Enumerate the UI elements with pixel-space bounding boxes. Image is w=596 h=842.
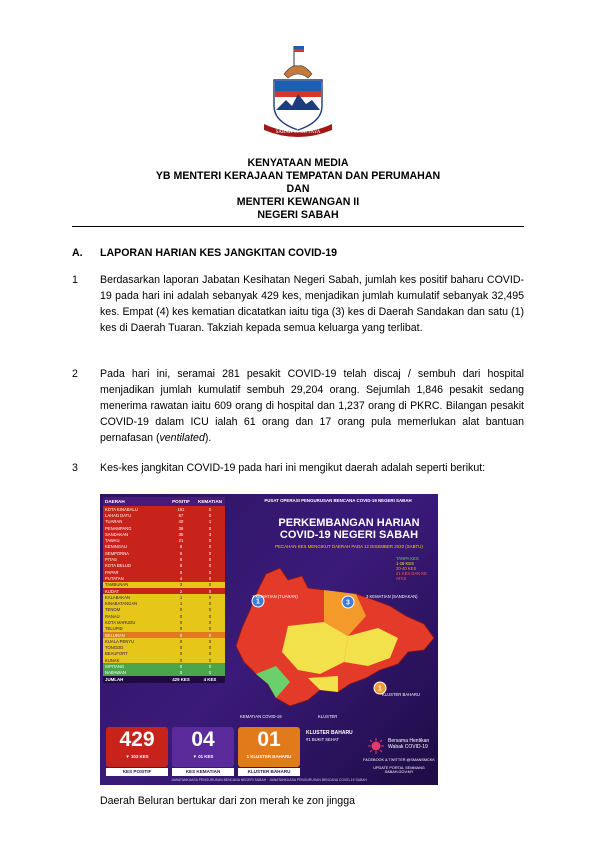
- paragraph-3: [72, 460, 524, 476]
- section-letter: A.: [72, 247, 83, 259]
- infographic-subtitle: PECAHAN KES MENGIKUT DAERAH PADA 12 DISEMBER 2020 (SABTU): [275, 544, 423, 549]
- header-line-4: MENTERI KEWANGAN II: [236, 196, 360, 208]
- cluster-heading: KLUSTER BAHARU: [306, 730, 353, 736]
- infographic-top-bar: PUSAT OPERASI PENGURUSAN BENCANA COVID-19 NEGERI SABAH: [264, 498, 412, 503]
- stat-positive-label: KES POSITIF: [106, 768, 168, 776]
- table-row: PUTATAN 4 0: [103, 575, 225, 581]
- paragraph-number: 1: [72, 274, 78, 286]
- table-row: TENOM 0 0: [103, 607, 225, 613]
- table-row: PITAS 6 0: [103, 556, 225, 562]
- map-label-cluster: KLUSTER BAHARU: [382, 692, 420, 697]
- infographic-caption: Daerah Beluran bertukar dari zon merah ke zon jingga: [100, 795, 355, 807]
- table-row: TONGOD 0 0: [103, 645, 225, 651]
- header-line-2: YB MENTERI KERAJAAN TEMPATAN DAN PERUMAHAN: [155, 170, 441, 182]
- table-row: KUALA PENYU 0 0: [103, 638, 225, 644]
- portal-note: UPDATE PORTAL SEMMANG SABAH.GOV.MY: [373, 766, 425, 774]
- paragraph-number: 2: [72, 368, 78, 380]
- crest-motto: SABAH MAJU JAYA: [275, 130, 321, 135]
- table-row: KUNAK 0 0: [103, 657, 225, 663]
- table-row: KOTA KINABALU 161 0: [103, 506, 225, 512]
- table-row: TAMBUNAN 3 0: [103, 582, 225, 588]
- table-total-row: JUMLAH 429 KES 4 KES: [103, 676, 225, 683]
- table-row: SIPITANG 0 0: [103, 663, 225, 669]
- district-table: [103, 497, 225, 683]
- section-heading: [72, 247, 337, 259]
- table-row: KUDAT 2 0: [103, 588, 225, 594]
- infographic-title: PERKEMBANGAN HARIAN COVID-19 NEGERI SABAH: [278, 517, 420, 541]
- stat-deaths-label: KES KEMATIAN: [172, 768, 234, 776]
- paragraph-1: [72, 272, 524, 336]
- paragraph-text: Kes-kes jangkitan COVID-19 pada hari ini mengikut daerah adalah seperti berikut:: [100, 462, 486, 474]
- table-row: NABAWAN 0 0: [103, 670, 225, 676]
- header-line-3: DAN: [286, 183, 310, 195]
- table-row: TAWAU 21 0: [103, 537, 225, 543]
- svg-text:1: 1: [378, 685, 382, 693]
- paragraph-2: [72, 366, 524, 446]
- table-row: KALABAKAN 1 0: [103, 594, 225, 600]
- cluster-name: #1 BUKIT SEHAT: [306, 737, 339, 742]
- stat-positive-cases: 429 ▼ 103 KES: [106, 727, 168, 767]
- paragraph-text: Berdasarkan laporan Jabatan Kesihatan Negeri Sabah, jumlah kes positif baharu COVID-19 pada hari ini adalah sebanyak 429 kes, menjadikan jumlah kumulatif sebanyak 32,495 kes. Empat (4) kes kematian dicatatkan iaitu tiga (3) kes di Daerah Sandakan dan satu (1) kes di Daerah Tuaran. Takziah kepada semua keluarga yang terlibat.: [100, 274, 524, 334]
- table-row: KOTA BELUD 6 0: [103, 563, 225, 569]
- infographic-footer: JAWATANKUASA PENGURUSAN BENCANA NEGERI SABAH · JAWATANKUASA PENGURUSAN BENCANA COVID-19 SABAH: [171, 778, 367, 782]
- map-label-tuaran: 1 KEMATIAN (TUARAN): [252, 594, 298, 599]
- stat-cluster-label: KLUSTER BAHARU: [238, 768, 300, 776]
- map-legend: TANPA KES 1-19 KES 20-40 KES 41 KES DAN KE ATAS: [396, 556, 427, 581]
- table-row: TUARAN 40 1: [103, 519, 225, 525]
- table-header: DAERAH POSITIF KEMATIAN: [103, 497, 225, 506]
- svg-text:1: 1: [256, 598, 260, 606]
- stat-deaths: 04 ▼ 01 KES: [172, 727, 234, 767]
- map-note-deaths: KEMATIAN COVID-19: [240, 714, 282, 719]
- table-row: SANDAKAN 35 3: [103, 531, 225, 537]
- table-row: SEMPORNA 6 0: [103, 550, 225, 556]
- paragraph-number: 3: [72, 462, 78, 474]
- header-line-1: KENYATAAN MEDIA: [247, 157, 349, 169]
- covid-infographic: [100, 494, 438, 785]
- table-row: BEAUFORT 0 0: [103, 651, 225, 657]
- table-row: PAPAR 5 0: [103, 569, 225, 575]
- section-title: LAPORAN HARIAN KES JANGKITAN COVID-19: [100, 247, 338, 259]
- table-row: KENINGAU 6 0: [103, 544, 225, 550]
- social-handles: FACEBOOK & TWITTER @SMANSMCKK: [363, 758, 435, 762]
- paragraph-text: Pada hari ini, seramai 281 pesakit COVID-19 telah discaj / sembuh dari hospital menjadikan jumlah kumulatif sembuh 29,204 orang. Sejumlah 1,846 pesakit sedang menerima rawatan iaitu 609 orang di hospital dan 1,237 orang di PKRC. Bilangan pesakit COVID-19 dalam ICU ialah 61 orang dan 17 orang pula memerlukan alat bantuan pernafasan (ventilated).: [100, 368, 524, 444]
- table-row: KINABATANGAN 1 0: [103, 600, 225, 606]
- svg-text:3: 3: [346, 599, 350, 607]
- table-row: TELUPID 0 0: [103, 626, 225, 632]
- table-row: LAHAD DATU 67 0: [103, 512, 225, 518]
- brand-slogan: Bersama Hentikan Wabak COVID-19: [388, 738, 430, 750]
- header-divider: [72, 226, 524, 227]
- table-row: PENAMPANG 36 0: [103, 525, 225, 531]
- table-row: RANAU 0 0: [103, 613, 225, 619]
- stat-new-cluster: 01 1 KLUSTER BAHARU: [238, 727, 300, 767]
- table-row: BELURAN 0 0: [103, 632, 225, 638]
- table-row: KOTA MARUDU 0 0: [103, 619, 225, 625]
- header-line-5: NEGERI SABAH: [257, 209, 339, 221]
- sabah-crest-logo: [262, 44, 334, 140]
- map-note-cluster: KLUSTER: [318, 714, 338, 719]
- map-label-sandakan: 3 KEMATIAN (SANDAKAN): [366, 594, 418, 599]
- virus-icon: [368, 738, 384, 754]
